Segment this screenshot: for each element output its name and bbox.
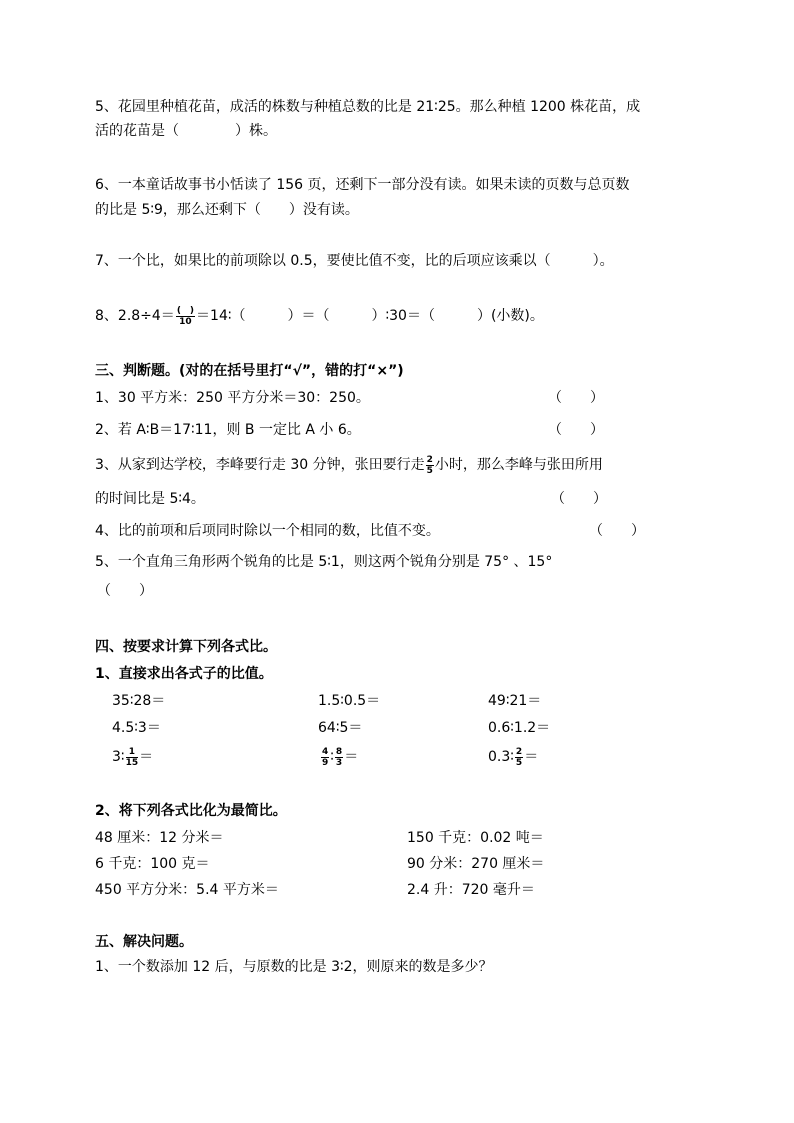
ratio-7-post: ＝ xyxy=(139,749,154,765)
ratio-8-fraction-b xyxy=(335,747,343,768)
simplify-2: 150 千克：0.02 吨＝ xyxy=(407,830,544,846)
ratio-3: 49∶21＝ xyxy=(488,693,542,709)
judge-item-3-pre: 3、从家到达学校，李峰要行走 30 分钟，张田要行走 xyxy=(95,457,425,473)
simplify-1: 48 厘米：12 分米＝ xyxy=(95,830,224,846)
ratio-6: 0.6∶1.2＝ xyxy=(488,720,551,736)
ratio-9-fraction xyxy=(515,747,523,768)
ratio-8-sep: ∶ xyxy=(330,749,334,765)
judge-item-3-post: 小时，那么李峰与张田所用 xyxy=(434,457,603,473)
judge-bracket-5[interactable]: （ ） xyxy=(97,583,153,599)
ratio-1: 35∶28＝ xyxy=(112,693,166,709)
simplify-6: 2.4 升：720 毫升＝ xyxy=(407,882,535,898)
judge-bracket-1[interactable]: （ ） xyxy=(548,390,604,406)
calc-title: 四、按要求计算下列各式比。 xyxy=(95,639,277,655)
ratio-9-pre: 0.3∶ xyxy=(488,749,514,765)
simplify-3: 6 千克：100 克＝ xyxy=(95,856,210,872)
solve-title: 五、解决问题。 xyxy=(95,934,193,950)
judge-item-3-frac-den: 5 xyxy=(426,465,433,476)
ratio-8-fraction-a xyxy=(321,747,329,768)
ratio-8-den-b: 3 xyxy=(335,757,343,768)
q8-pre: 8、2.8÷4＝ xyxy=(95,308,175,324)
q6-line1: 6、一本童话故事书小恬读了 156 页，还剩下一部分没有读。如果未读的页数与总页数 xyxy=(95,177,630,193)
q8-frac-num: ( ) xyxy=(176,305,195,316)
judge-item-3-frac-num: 2 xyxy=(426,454,433,465)
ratio-4: 4.5∶3＝ xyxy=(112,720,161,736)
q5-line2: 活的花苗是（ ）株。 xyxy=(95,123,277,139)
solve-q1: 1、一个数添加 12 后，与原数的比是 3∶2，则原来的数是多少？ xyxy=(95,959,493,975)
ratio-7 xyxy=(112,744,153,770)
ratio-8-den-a: 9 xyxy=(322,757,329,768)
ratio-9-num: 2 xyxy=(515,746,523,757)
judge-item-2: 2、若 A∶B＝17∶11，则 B 一定比 A 小 6。 xyxy=(95,422,361,438)
q6-line2: 的比是 5∶9，那么还剩下（ ）没有读。 xyxy=(95,202,359,218)
ratio-8 xyxy=(320,744,358,770)
ratio-8-post: ＝ xyxy=(344,749,359,765)
q8-fraction xyxy=(176,306,195,327)
judge-item-3-fraction xyxy=(426,455,434,476)
ratio-7-den: 15 xyxy=(125,757,139,768)
judge-bracket-4[interactable]: （ ） xyxy=(589,523,645,539)
ratio-9-post: ＝ xyxy=(524,749,539,765)
simplify-5: 450 平方分米：5.4 平方米＝ xyxy=(95,882,279,898)
judge-item-1: 1、30 平方米：250 平方分米＝30：250。 xyxy=(95,390,370,406)
ratio-5: 64∶5＝ xyxy=(318,720,363,736)
ratio-2: 1.5∶0.5＝ xyxy=(318,693,381,709)
ratio-7-pre: 3∶ xyxy=(112,749,125,765)
ratio-9 xyxy=(488,744,538,770)
judge-bracket-2[interactable]: （ ） xyxy=(548,422,604,438)
judge-title: 三、判断题。(对的在括号里打“√”，错的打“×”) xyxy=(95,363,404,379)
q7-text: 7、一个比，如果比的前项除以 0.5，要使比值不变，比的后项应该乘以（ ）。 xyxy=(95,253,614,269)
q8-post: ＝14∶（ ）＝（ ）∶30＝（ ）(小数)。 xyxy=(196,308,544,324)
ratio-8-num-a: 4 xyxy=(322,746,329,757)
ratio-9-den: 5 xyxy=(515,757,523,768)
ratio-8-num-b: 8 xyxy=(335,746,343,757)
judge-item-4: 4、比的前项和后项同时除以一个相同的数，比值不变。 xyxy=(95,523,440,539)
judge-item-3 xyxy=(95,452,603,478)
calc-sub1: 1、直接求出各式子的比值。 xyxy=(95,666,273,682)
ratio-7-num: 1 xyxy=(126,747,139,758)
q5-line1: 5、花园里种植花苗，成活的株数与种植总数的比是 21∶25。那么种植 1200 株花苗，成 xyxy=(95,99,641,115)
judge-item-5: 5、一个直角三角形两个锐角的比是 5∶1，则这两个锐角分别是 75° 、15° xyxy=(95,554,553,570)
judge-item-3-line2: 的时间比是 5∶4。 xyxy=(95,491,205,507)
ratio-7-fraction xyxy=(126,747,139,768)
simplify-4: 90 分米：270 厘米＝ xyxy=(407,856,545,872)
q8-line xyxy=(95,303,544,329)
q8-frac-den: 10 xyxy=(179,316,192,327)
judge-bracket-3[interactable]: （ ） xyxy=(551,491,607,507)
calc-sub2: 2、将下列各式比化为最简比。 xyxy=(95,803,287,819)
